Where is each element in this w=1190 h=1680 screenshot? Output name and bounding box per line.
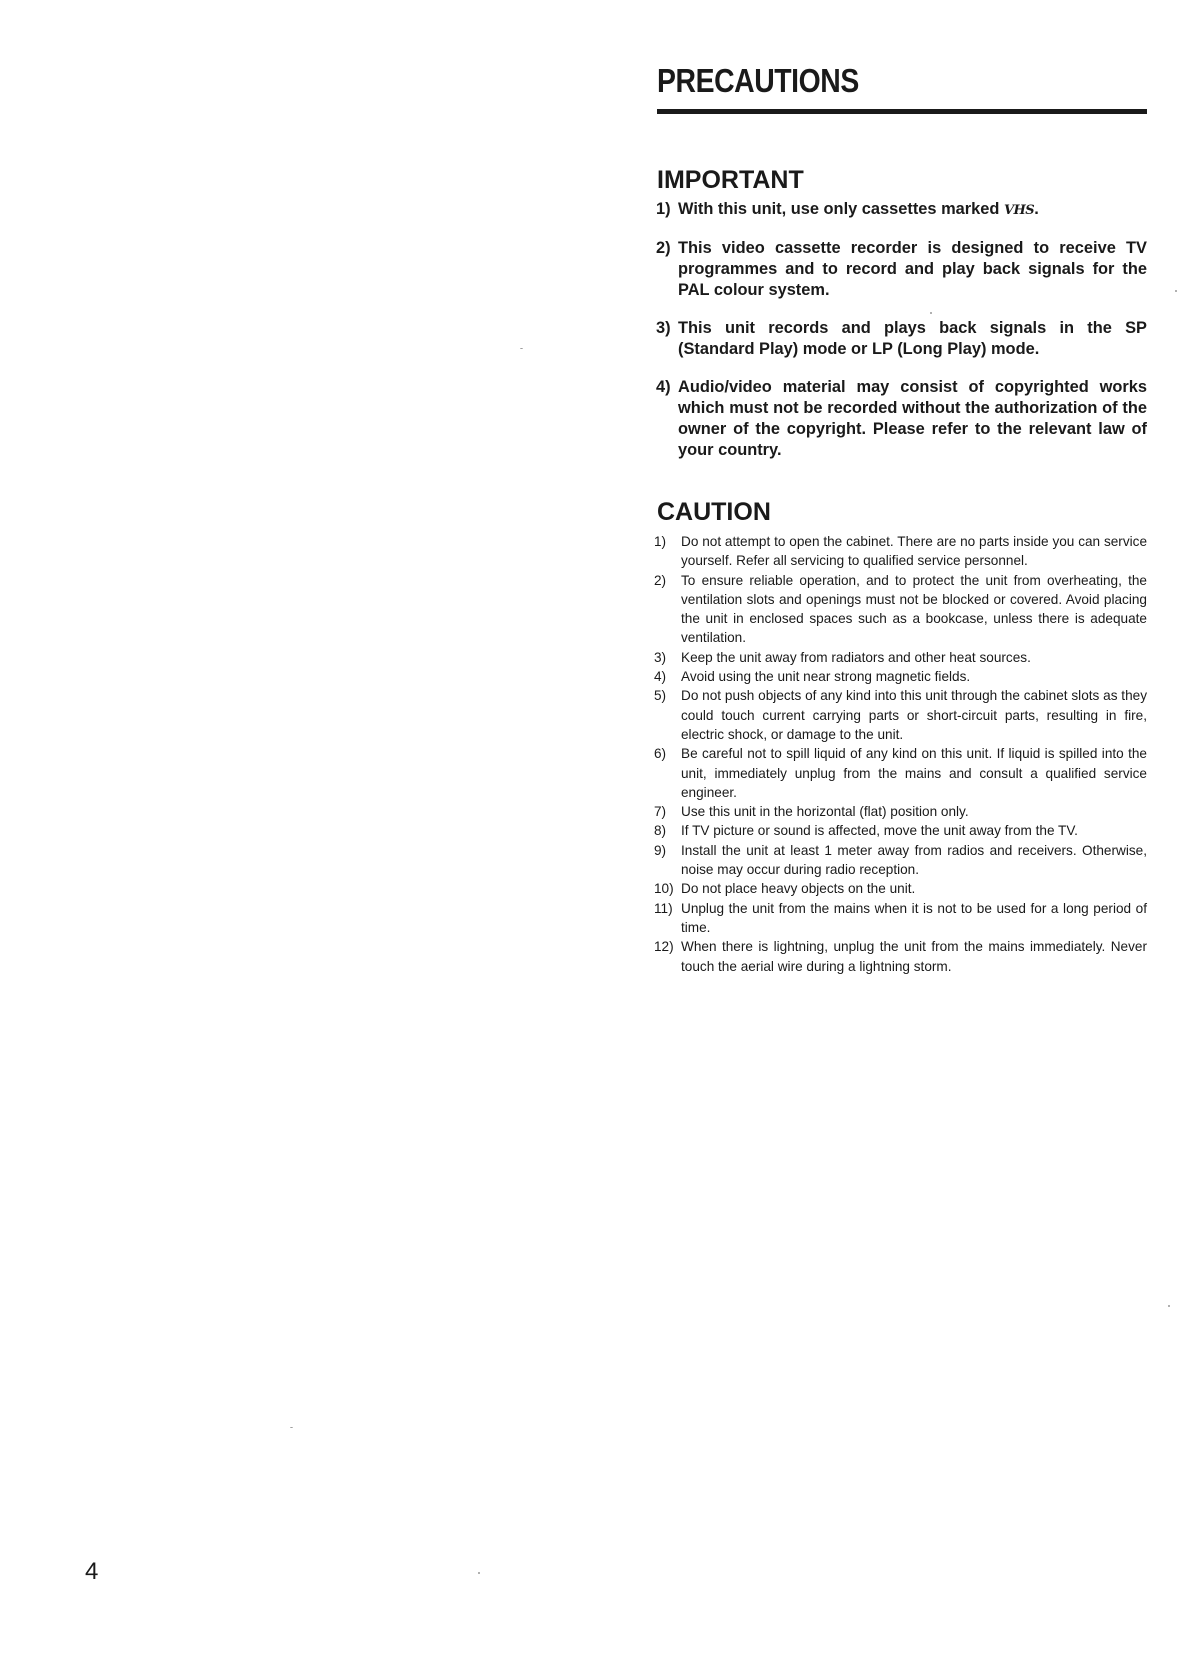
- caution-item: [654, 899, 1147, 938]
- scan-speck: [1168, 1305, 1170, 1307]
- caution-item: [654, 937, 1147, 976]
- item-number: 2): [656, 239, 671, 257]
- item-text: Keep the unit away from radiators and other heat sources.: [681, 649, 1031, 665]
- item-number: 10): [654, 881, 674, 897]
- item-text: Use this unit in the horizontal (flat) position only.: [681, 804, 969, 820]
- vhs-logo: VHS: [1003, 203, 1035, 218]
- item-number: 11): [654, 900, 673, 916]
- caution-item: [654, 648, 1147, 667]
- caution-item: [654, 744, 1147, 802]
- important-list: [657, 199, 1147, 478]
- page-title: PRECAUTIONS: [657, 62, 859, 99]
- item-text: Install the unit at least 1 meter away from radios and receivers. Otherwise, noise may occur during radio reception.: [681, 842, 1147, 878]
- item-number: 1): [656, 200, 671, 218]
- caution-item: [654, 821, 1147, 840]
- item-number: 7): [654, 804, 667, 820]
- item-text: If TV picture or sound is affected, move the unit away from the TV.: [681, 823, 1078, 839]
- item-number: 5): [654, 688, 667, 704]
- caution-list: [654, 532, 1147, 976]
- caution-item: [654, 686, 1147, 744]
- scan-speck: [290, 1427, 293, 1428]
- item-number: 4): [656, 378, 671, 396]
- item-number: 3): [654, 649, 667, 665]
- item-suffix: .: [1034, 200, 1039, 218]
- item-text: This unit records and plays back signals in the SP (Standard Play) mode or LP (Long Play) mode.: [678, 319, 1147, 358]
- important-item: [657, 199, 1147, 221]
- item-number: 8): [654, 823, 667, 839]
- item-number: 6): [654, 746, 667, 762]
- item-text: Avoid using the unit near strong magnetic fields.: [681, 669, 971, 685]
- title-underline: [657, 109, 1147, 114]
- item-text: Do not attempt to open the cabinet. There are no parts inside you can service yourself. Refer all servicing to qualified service personnel.: [681, 534, 1147, 569]
- caution-item: [654, 667, 1147, 686]
- caution-heading: CAUTION: [657, 498, 771, 526]
- scan-speck: [930, 312, 932, 314]
- caution-item: [654, 879, 1147, 898]
- scan-speck: [520, 348, 523, 349]
- item-number: 2): [654, 572, 667, 588]
- item-text: To ensure reliable operation, and to protect the unit from overheating, the ventilation slots and openings must not be blocked or covered. Avoid placing the unit in enclosed spaces such as a bookcase, unless there is adequate ventilation.: [681, 572, 1147, 646]
- item-text: This video cassette recorder is designed to receive TV programmes and to record and play back signals for the PAL colour system.: [678, 239, 1147, 299]
- item-text: When there is lightning, unplug the unit from the mains immediately. Never touch the aerial wire during a lightning storm.: [681, 939, 1147, 974]
- caution-item: [654, 802, 1147, 821]
- item-text: With this unit, use only cassettes marked: [678, 200, 1004, 218]
- item-text: Be careful not to spill liquid of any kind on this unit. If liquid is spilled into the unit, immediately unplug from the mains and consult a qualified service engineer.: [681, 746, 1147, 800]
- item-text: Audio/video material may consist of copyrighted works which must not be recorded without the authorization of the owner of the copyright. Please refer to the relevant law of your country.: [678, 378, 1147, 459]
- important-heading: IMPORTANT: [657, 166, 804, 194]
- item-number: 4): [654, 669, 667, 685]
- page-number: 4: [85, 1558, 99, 1585]
- item-number: 12): [654, 939, 674, 955]
- item-text: Do not place heavy objects on the unit.: [681, 881, 916, 897]
- item-number: 3): [656, 319, 671, 337]
- important-item: [657, 238, 1147, 301]
- important-item: [657, 377, 1147, 461]
- item-text: Unplug the unit from the mains when it is not to be used for a long period of time.: [681, 900, 1147, 935]
- item-number: 1): [654, 534, 667, 549]
- important-item: [657, 318, 1147, 360]
- item-number: 9): [654, 842, 667, 858]
- caution-item: [654, 532, 1147, 571]
- caution-item: [654, 841, 1147, 880]
- scan-speck: [478, 1572, 480, 1574]
- item-text: Do not push objects of any kind into this unit through the cabinet slots as they could touch current carrying parts or short-circuit parts, resulting in fire, electric shock, or damage to the unit.: [681, 688, 1147, 742]
- caution-item: [654, 571, 1147, 648]
- scan-speck: [1175, 290, 1177, 292]
